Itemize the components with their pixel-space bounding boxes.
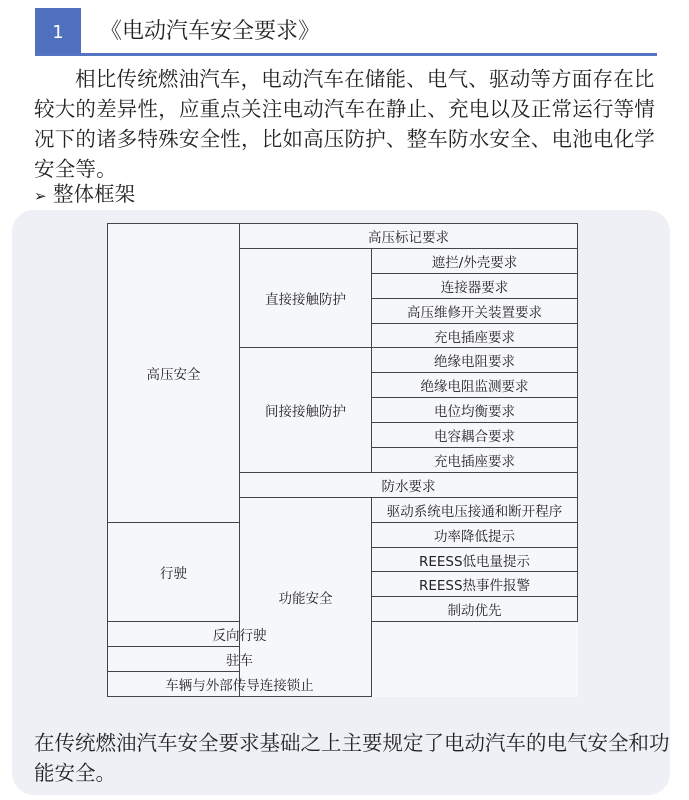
table-cell: 功率降低提示 [372,522,578,547]
table-cell: 电容耦合要求 [372,423,578,448]
section-heading [34,177,135,207]
framework-table [107,223,578,697]
table-cell: 高压维修开关装置要求 [372,298,578,323]
table-cell: 反向行驶 [108,622,372,647]
section-number: 1 [35,8,81,56]
summary-paragraph: 在传统燃油汽车安全要求基础之上主要规定了电动汽车的电气安全和功能安全。 [34,731,670,785]
table-cell: 防水要求 [240,472,578,497]
subcategory-direct: 直接接触防护 [240,248,372,348]
table-cell: REESS低电量提示 [372,547,578,572]
section-label: 整体框架 [53,182,136,206]
table-cell: 绝缘电阻要求 [372,348,578,373]
table-cell: 驻车 [108,647,372,672]
intro-paragraph: 相比传统燃油汽车，电动汽车在储能、电气、驱动等方面存在比较大的差异性，应重点关注电动汽车在静止、充电以及正常运行等情况下的诸多特殊安全性，比如高压防护、整车防水安全、电池电化学安全等。 [34,67,655,181]
table-cell: 遮拦/外壳要求 [372,248,578,273]
table-cell: 绝缘电阻监测要求 [372,373,578,398]
category-functional: 功能安全 [240,497,372,696]
table-cell: 高压标记要求 [240,224,578,249]
subcategory-driving: 行驶 [108,522,240,622]
category-high-voltage: 高压安全 [108,224,240,523]
table-cell: 连接器要求 [372,273,578,298]
title-underline [35,53,657,56]
table-cell: 充电插座要求 [372,323,578,348]
table-cell: REESS热事件报警 [372,572,578,597]
table-cell: 电位均衡要求 [372,398,578,423]
table-cell: 充电插座要求 [372,448,578,473]
subcategory-indirect: 间接接触防护 [240,348,372,472]
arrow-bullet-icon: ➢ [34,187,47,205]
page-title: 《电动汽车安全要求》 [100,19,321,44]
table-cell: 制动优先 [372,597,578,622]
table-cell: 驱动系统电压接通和断开程序 [372,497,578,522]
table-cell: 车辆与外部传导连接锁止 [108,672,372,697]
